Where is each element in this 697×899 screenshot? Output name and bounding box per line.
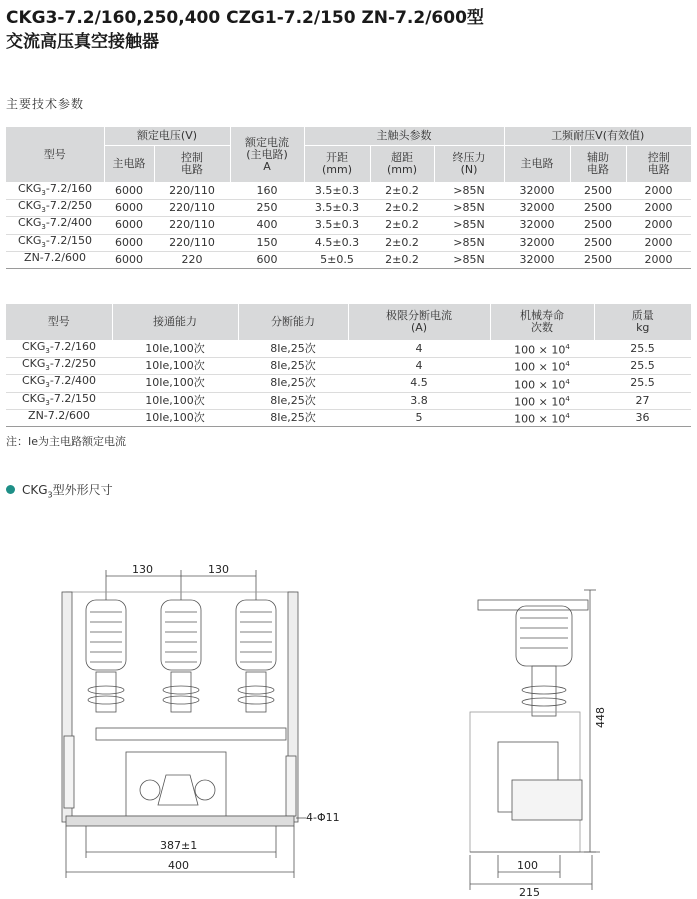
- spec-table-1: [6, 127, 691, 269]
- cell-pf-aux: 2500: [570, 200, 626, 217]
- hdr-limit-current: 极限分断电流 (A): [348, 304, 490, 341]
- cell-pf-main: 32000: [504, 234, 570, 251]
- cell-pf-main: 32000: [504, 183, 570, 200]
- hdr-making: 接通能力: [112, 304, 238, 341]
- drawing-caption: $CKG_3$型外形尺寸: [6, 481, 113, 499]
- hdr-mech-life: 机械寿命 次数: [490, 304, 594, 341]
- cell-current: 160: [230, 183, 304, 200]
- table-row: [6, 251, 691, 268]
- title-line1: CKG3-7.2/160,250,400 CZG1-7.2/150 ZN-7.2/600型: [6, 8, 484, 28]
- cell-mass: 25.5: [594, 375, 691, 392]
- cell-press: >85N: [434, 200, 504, 217]
- cell-v-main: 6000: [104, 200, 154, 217]
- dim-width: 400: [168, 859, 189, 872]
- cell-over: 2±0.2: [370, 200, 434, 217]
- hdr-rated-current: 额定电流 (主电路) A: [230, 127, 304, 183]
- cell-making: 10Ie,100次: [112, 392, 238, 409]
- cell-breaking: 8Ie,25次: [238, 358, 348, 375]
- cell-mass: 27: [594, 392, 691, 409]
- hdr-v-ctrl: 控制 电路: [154, 146, 230, 183]
- cell-life: $100 \times 10^4$: [490, 392, 594, 409]
- dim-side-depth: 215: [519, 886, 540, 899]
- cell-pf-ctrl: 2000: [626, 183, 691, 200]
- cell-over: 2±0.2: [370, 183, 434, 200]
- cell-pf-aux: 2500: [570, 251, 626, 268]
- cell-v-ctrl: 220/110: [154, 183, 230, 200]
- cell-v-ctrl: 220/110: [154, 234, 230, 251]
- cell-current: 400: [230, 217, 304, 234]
- cell-mass: 36: [594, 409, 691, 426]
- cell-breaking: 8Ie,25次: [238, 409, 348, 426]
- cell-model: $CKG_3-7.2/160$: [6, 183, 104, 200]
- cell-press: >85N: [434, 234, 504, 251]
- table-row: [6, 409, 691, 426]
- cell-breaking: 8Ie,25次: [238, 392, 348, 409]
- hdr-final-pressure: 终压力 (N): [434, 146, 504, 183]
- pole-3: [236, 600, 276, 712]
- hdr-pf-main: 主电路: [504, 146, 570, 183]
- cell-making: 10Ie,100次: [112, 341, 238, 358]
- dim-mount-span: 387±1: [160, 839, 198, 852]
- bullet-icon: [6, 485, 15, 494]
- cell-v-ctrl: 220/110: [154, 200, 230, 217]
- side-view: [470, 590, 600, 890]
- cell-limit: 4: [348, 358, 490, 375]
- cell-making: 10Ie,100次: [112, 409, 238, 426]
- table-row: [6, 217, 691, 234]
- cell-breaking: 8Ie,25次: [238, 375, 348, 392]
- table-row: [6, 200, 691, 217]
- note: 注：Ie为主电路额定电流: [6, 435, 127, 448]
- cell-v-ctrl: 220/110: [154, 217, 230, 234]
- spec-table-2: [6, 304, 691, 427]
- cell-over: 2±0.2: [370, 217, 434, 234]
- cell-v-ctrl: 220: [154, 251, 230, 268]
- cell-model: ZN-7.2/600: [6, 409, 112, 426]
- hdr-opening: 开距 (mm): [304, 146, 370, 183]
- cell-breaking: 8Ie,25次: [238, 341, 348, 358]
- table-row: [6, 375, 691, 392]
- cell-model: $CKG_3-7.2/250$: [6, 200, 104, 217]
- cell-limit: 4.5: [348, 375, 490, 392]
- hdr-breaking: 分断能力: [238, 304, 348, 341]
- cell-pf-main: 32000: [504, 200, 570, 217]
- cell-pf-aux: 2500: [570, 183, 626, 200]
- hdr-rated-voltage: 额定电压(V): [104, 127, 230, 146]
- cell-v-main: 6000: [104, 234, 154, 251]
- cell-over: 2±0.2: [370, 234, 434, 251]
- cell-life: $100 \times 10^4$: [490, 409, 594, 426]
- table-row: [6, 358, 691, 375]
- cell-open: 3.5±0.3: [304, 200, 370, 217]
- cell-pf-ctrl: 2000: [626, 234, 691, 251]
- cell-model: $CKG_3-7.2/400$: [6, 375, 112, 392]
- cell-v-main: 6000: [104, 251, 154, 268]
- hdr-v-main: 主电路: [104, 146, 154, 183]
- cell-model: $CKG_3-7.2/400$: [6, 217, 104, 234]
- cell-model: $CKG_3-7.2/250$: [6, 358, 112, 375]
- cell-model: $CKG_3-7.2/150$: [6, 392, 112, 409]
- cell-pf-ctrl: 2000: [626, 251, 691, 268]
- cell-pf-main: 32000: [504, 217, 570, 234]
- hdr-mass: 质量 kg: [594, 304, 691, 341]
- cell-making: 10Ie,100次: [112, 375, 238, 392]
- hdr-overtravel: 超距 (mm): [370, 146, 434, 183]
- cell-press: >85N: [434, 251, 504, 268]
- hdr-pf-aux: 辅助 电路: [570, 146, 626, 183]
- section-title: 主要技术参数: [6, 97, 85, 111]
- hdr-model: 型号: [6, 304, 112, 341]
- cell-current: 250: [230, 200, 304, 217]
- cell-making: 10Ie,100次: [112, 358, 238, 375]
- cell-pf-main: 32000: [504, 251, 570, 268]
- cell-life: $100 \times 10^4$: [490, 375, 594, 392]
- cell-pf-ctrl: 2000: [626, 200, 691, 217]
- cell-mass: 25.5: [594, 341, 691, 358]
- dim-pitch-b: 130: [208, 563, 229, 576]
- hdr-pf-ctrl: 控制 电路: [626, 146, 691, 183]
- cell-limit: 5: [348, 409, 490, 426]
- dim-side-inner: 100: [517, 859, 538, 872]
- cell-open: 4.5±0.3: [304, 234, 370, 251]
- cell-pf-aux: 2500: [570, 217, 626, 234]
- cell-open: 3.5±0.3: [304, 183, 370, 200]
- cell-press: >85N: [434, 217, 504, 234]
- cell-life: $100 \times 10^4$: [490, 341, 594, 358]
- cell-model: ZN-7.2/600: [6, 251, 104, 268]
- front-view: [62, 570, 306, 878]
- cell-press: >85N: [434, 183, 504, 200]
- table-row: [6, 341, 691, 358]
- dim-mount-holes: 4-Φ11: [306, 811, 340, 824]
- hdr-model: 型号: [6, 127, 104, 183]
- cell-limit: 4: [348, 341, 490, 358]
- cell-pf-aux: 2500: [570, 234, 626, 251]
- cell-current: 600: [230, 251, 304, 268]
- title-line2: 交流高压真空接触器: [6, 32, 159, 52]
- cell-current: 150: [230, 234, 304, 251]
- cell-model: $CKG_3-7.2/160$: [6, 341, 112, 358]
- pole-2: [161, 600, 201, 712]
- cell-over: 2±0.2: [370, 251, 434, 268]
- dim-pitch-a: 130: [132, 563, 153, 576]
- table-row: [6, 234, 691, 251]
- hdr-main-contact: 主触头参数: [304, 127, 504, 146]
- table-row: [6, 183, 691, 200]
- cell-pf-ctrl: 2000: [626, 217, 691, 234]
- cell-life: $100 \times 10^4$: [490, 358, 594, 375]
- dim-height: 448: [594, 707, 607, 728]
- cell-v-main: 6000: [104, 183, 154, 200]
- cell-open: 5±0.5: [304, 251, 370, 268]
- cell-mass: 25.5: [594, 358, 691, 375]
- cell-limit: 3.8: [348, 392, 490, 409]
- pole-1: [86, 600, 126, 712]
- cell-model: $CKG_3-7.2/150$: [6, 234, 104, 251]
- hdr-power-freq: 工频耐压V(有效值): [504, 127, 691, 146]
- cell-open: 3.5±0.3: [304, 217, 370, 234]
- table-row: [6, 392, 691, 409]
- cell-v-main: 6000: [104, 217, 154, 234]
